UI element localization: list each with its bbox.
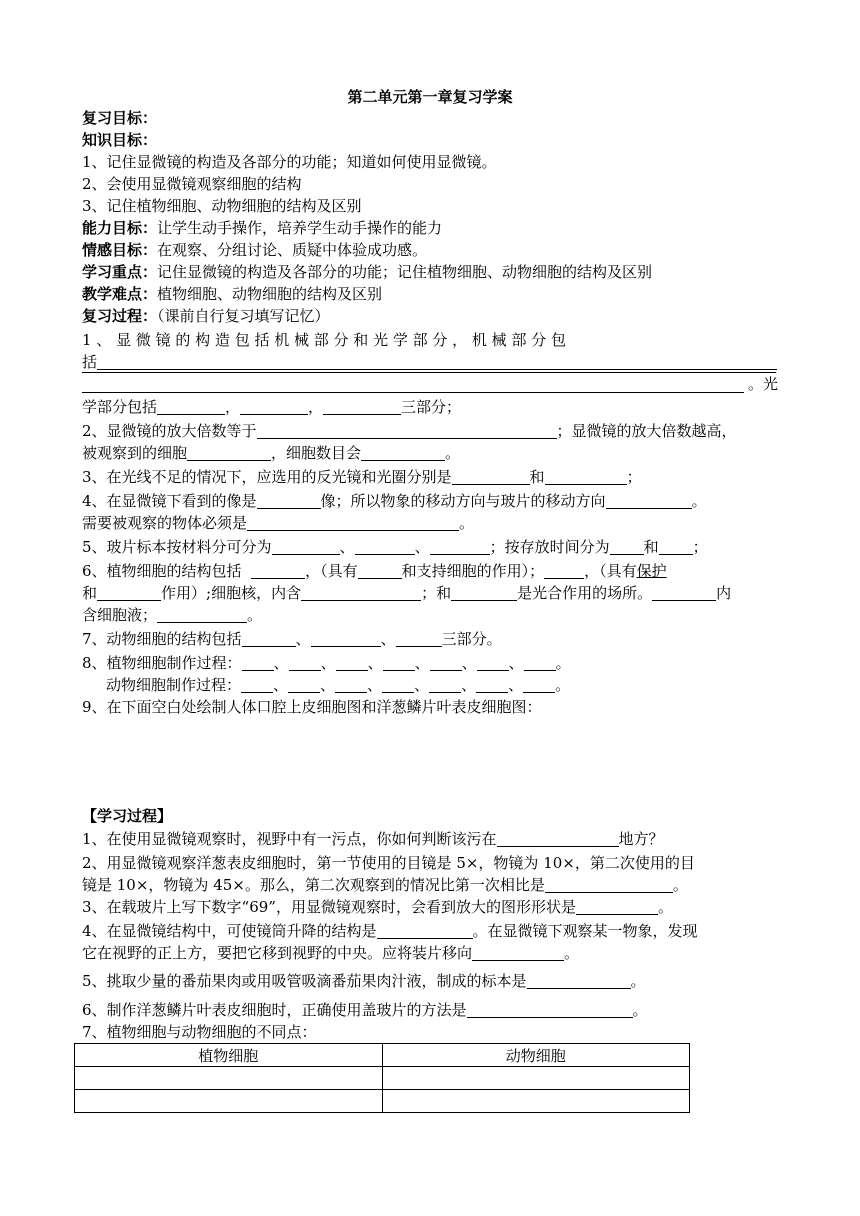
p1-line (82, 829, 782, 849)
p4-line-1 (82, 921, 782, 941)
q1-blank-line[interactable] (82, 372, 776, 373)
q5-dun-2: 、 (414, 538, 430, 556)
goals-heading: 复习目标： (82, 109, 158, 127)
q6-text-protect: 保护 (636, 562, 667, 580)
q6-blank-cytoplasm[interactable] (157, 607, 247, 623)
q4-text-c: 。 (691, 492, 707, 510)
q8-plant-step-7[interactable] (524, 655, 556, 671)
q5-dun-1: 、 (339, 538, 355, 556)
q8-animal-step-5[interactable] (429, 677, 461, 693)
p1-blank[interactable] (497, 831, 619, 847)
q3-text-c: ； (626, 468, 642, 486)
process-text: （课前自行复习填写记忆） (157, 307, 330, 325)
q8-dun: 、 (461, 676, 477, 694)
q8-plant-step-5[interactable] (430, 655, 462, 671)
focus-text: 记住显微镜的构造及各部分的功能；记住植物细胞、动物细胞的结构及区别 (157, 263, 653, 281)
table-cell-plant[interactable] (75, 1090, 383, 1113)
comparison-table (74, 1043, 690, 1113)
p6-line (82, 1000, 782, 1020)
table-header-row (75, 1044, 690, 1067)
q8-animal-step-7[interactable] (523, 677, 555, 693)
q2-text-c: 被观察到的细胞 (82, 444, 188, 462)
q2-line-1 (82, 421, 782, 441)
q8-dun: 、 (414, 654, 430, 672)
q7-blank-2[interactable] (311, 631, 381, 647)
p1-text-b: 地方？ (618, 830, 664, 848)
p5-text-b: 。 (630, 972, 646, 990)
q1-line-2 (82, 352, 782, 372)
process-label: 复习过程： (82, 307, 158, 325)
q5-text-a: 5、玻片标本按材料分可分为 (82, 538, 272, 556)
q6-text-b: ，（具有 (305, 562, 358, 580)
q4-line-1 (82, 491, 782, 511)
emotion-goal (82, 240, 782, 260)
q8-animal-step-6[interactable] (476, 677, 508, 693)
knowledge-heading: 知识目标： (82, 131, 158, 149)
q3-text-b: 和 (529, 468, 545, 486)
knowledge-item-2: 2、会使用显微镜观察细胞的结构 (82, 175, 302, 193)
p6-text-b: 。 (632, 1001, 648, 1019)
q8-animal-label: 动物细胞制作过程： (106, 676, 242, 694)
q8-end: 。 (555, 676, 571, 694)
q2-blank-cell[interactable] (187, 445, 271, 461)
p4-text-c: 它在视野的正上方，要把它移到视野的中央。应将装片移向 (82, 944, 473, 962)
drawing-area[interactable] (82, 722, 782, 800)
q3-text-a: 3、在光线不足的情况下，应选用的反光镜和光圈分别是 (82, 468, 452, 486)
p4-blank-1[interactable] (377, 923, 473, 939)
q5-text-d: ； (692, 538, 708, 556)
q1-blank-optical-3[interactable] (323, 399, 401, 415)
q4-blank-object[interactable] (247, 515, 459, 531)
p1-text-a: 1、在使用显微镜观察时，视野中有一污点，你如何判断该污在 (82, 830, 497, 848)
p5-line (82, 971, 782, 991)
q1-blank-optical-2[interactable] (240, 399, 308, 415)
q7-dun-1: 、 (295, 630, 311, 648)
q6-blank-membrane[interactable] (544, 563, 584, 579)
q1-blank-line-2[interactable] (82, 392, 744, 393)
p3-text-a: 3、在载玻片上写下数字“69”，用显微镜观察时，会看到放大的图形形状是 (82, 898, 576, 916)
table-row (75, 1090, 690, 1113)
q1-text-b: 括 (82, 353, 98, 371)
process-heading (82, 306, 782, 326)
q1-text-d1: 学部分包括 (82, 398, 158, 416)
q8-dun: 、 (320, 654, 336, 672)
q8-animal-step-4[interactable] (382, 677, 414, 693)
q8-plant-step-2[interactable] (289, 655, 321, 671)
p4-text-d: 。 (564, 944, 580, 962)
q1-text-d2: 三部分； (401, 398, 462, 416)
q8-animal-line (106, 675, 806, 695)
q1-line-1: 1 、 显 微 镜 的 构 造 包 括 机 械 部 分 和 光 学 部 分 ， 机 械 部 分 包 (82, 331, 566, 349)
q6-blank-vacuole[interactable] (652, 585, 716, 601)
q5-text-c: 和 (643, 538, 659, 556)
q6-text-h: ；和 (421, 584, 452, 602)
emotion-text: 在观察、分组讨论、质疑中体验成功感。 (157, 241, 428, 259)
q8-dun: 、 (508, 676, 524, 694)
q6-blank-function[interactable] (358, 563, 402, 579)
p7-line: 7、植物细胞与动物细胞的不同点： (82, 1023, 317, 1041)
ability-label: 能力目标： (82, 219, 158, 237)
emotion-label: 情感目标： (82, 241, 158, 259)
q8-animal-step-1[interactable] (241, 677, 273, 693)
q3-blank-aperture[interactable] (545, 469, 627, 485)
q1-sep-1: ， (225, 398, 241, 416)
q2-text-d: ，细胞数目会 (271, 444, 362, 462)
table-cell-animal[interactable] (382, 1067, 690, 1090)
p2-blank[interactable] (545, 877, 673, 893)
q3-line (82, 467, 782, 487)
p6-blank[interactable] (467, 1002, 633, 1018)
q9-line: 9、在下面空白处绘制人体口腔上皮细胞图和洋葱鳞片叶表皮细胞图： (82, 698, 542, 716)
q7-blank-1[interactable] (242, 631, 296, 647)
q4-text-b: 像；所以物象的移动方向与玻片的移动方向 (320, 492, 606, 510)
p4-blank-2[interactable] (472, 945, 564, 961)
q6-text-f: 和 (82, 584, 98, 602)
q1-blank-optical-1[interactable] (157, 399, 225, 415)
q1-sep-2: ， (308, 398, 324, 416)
p6-text-a: 6、制作洋葱鳞片叶表皮细胞时，正确使用盖玻片的方法是 (82, 1001, 467, 1019)
table-cell-plant[interactable] (75, 1067, 383, 1090)
section-2-heading: 【学习过程】 (82, 807, 173, 825)
p3-line (82, 897, 782, 917)
q8-plant-step-1[interactable] (242, 655, 274, 671)
knowledge-item-3: 3、记住植物细胞、动物细胞的结构及区别 (82, 197, 362, 215)
q8-animal-step-2[interactable] (288, 677, 320, 693)
q4-text-d: 需要被观察的物体必须是 (82, 514, 248, 532)
focus-label: 学习重点： (82, 263, 158, 281)
table-header-plant: 植物细胞 (75, 1044, 383, 1067)
q3-blank-mirror[interactable] (452, 469, 530, 485)
q6-blank-chloroplast[interactable] (451, 585, 517, 601)
q8-plant-step-3[interactable] (336, 655, 368, 671)
difficulty-text: 植物细胞、动物细胞的结构及区别 (157, 285, 383, 303)
q7-text-a: 7、动物细胞的结构包括 (82, 630, 242, 648)
q4-line-2 (82, 513, 782, 533)
p4-line-2 (82, 943, 782, 963)
q6-text-l: 。 (247, 606, 263, 624)
table-cell-animal[interactable] (382, 1090, 690, 1113)
p5-text-a: 5、挑取少量的番茄果肉或用吸管吸滴番茄果肉汁液，制成的标本是 (82, 972, 527, 990)
q7-line (82, 629, 782, 649)
difficulty-label: 教学难点： (82, 285, 158, 303)
q2-text-a: 2、显微镜的放大倍数等于 (82, 422, 257, 440)
q6-blank-nucleus[interactable] (301, 585, 421, 601)
q6-text-g: 作用）;细胞核，内含 (161, 584, 302, 602)
q8-dun: 、 (273, 654, 289, 672)
q5-text-b: ；按存放时间分为 (489, 538, 610, 556)
q1-text-c: 。光 (748, 375, 779, 393)
q8-plant-step-4[interactable] (383, 655, 415, 671)
q6-text-a: 6、植物细胞的结构包括 (82, 562, 242, 580)
q6-line-2 (82, 583, 782, 603)
q8-dun: 、 (461, 654, 477, 672)
ability-goal (82, 218, 782, 238)
q8-plant-step-6[interactable] (477, 655, 509, 671)
p4-text-b: 。在显微镜下观察某一物象，发现 (472, 922, 698, 940)
knowledge-item-1: 1、记住显微镜的构造及各部分的功能；知道如何使用显微镜。 (82, 153, 497, 171)
q8-dun: 、 (508, 654, 524, 672)
q2-text-e: 。 (445, 444, 461, 462)
q6-text-c: 和支持细胞的作用）； (401, 562, 545, 580)
q7-dun-2: 、 (380, 630, 396, 648)
q6-blank-wall[interactable] (251, 563, 305, 579)
ability-text: 让学生动手操作，培养学生动手操作的能力 (157, 219, 443, 237)
q6-text-j: 内 (716, 584, 732, 602)
difficulty-goal (82, 284, 782, 304)
p4-text-a: 4、在显微镜结构中，可使镜筒升降的结构是 (82, 922, 377, 940)
q1-line-4 (82, 397, 782, 417)
q6-blank-control[interactable] (97, 585, 161, 601)
q4-blank-image[interactable] (257, 493, 321, 509)
page-title: 第二单元第一章复习学案 (347, 88, 513, 106)
q6-text-i: 是光合作用的场所。 (517, 584, 653, 602)
q6-text-d: ，（具有 (584, 562, 637, 580)
q5-blank-3[interactable] (430, 539, 490, 555)
q1-blank-mechanical[interactable] (97, 354, 777, 370)
q5-blank-4[interactable] (610, 539, 644, 555)
focus-goal (82, 262, 782, 282)
q8-dun: 、 (273, 676, 289, 694)
p2-line-2 (82, 875, 782, 895)
q8-dun: 、 (320, 676, 336, 694)
q8-plant-line (82, 653, 782, 673)
q2-blank-count[interactable] (361, 445, 445, 461)
p2-text-c: 。 (672, 876, 688, 894)
q8-dun: 、 (367, 654, 383, 672)
q5-blank-5[interactable] (659, 539, 693, 555)
q2-text-b: ；显微镜的放大倍数越高， (556, 422, 737, 440)
q5-line (82, 537, 782, 557)
p3-blank[interactable] (576, 899, 658, 915)
table-header-animal: 动物细胞 (382, 1044, 690, 1067)
p2-text-b: 镜是 10×，物镜为 45×。那么，第二次观察到的情况比第一次相比是 (82, 876, 545, 894)
q6-line-3 (82, 605, 782, 625)
table-row (75, 1067, 690, 1090)
q8-end: 。 (555, 654, 571, 672)
q4-text-e: 。 (459, 514, 475, 532)
q8-dun: 、 (414, 676, 430, 694)
p5-blank[interactable] (527, 973, 631, 989)
q2-line-2 (82, 443, 782, 463)
q5-blank-1[interactable] (272, 539, 340, 555)
q8-plant-label: 8、植物细胞制作过程： (82, 654, 242, 672)
q7-text-b: 三部分。 (441, 630, 502, 648)
p3-text-b: 。 (657, 898, 673, 916)
q6-line-1 (82, 561, 782, 581)
q7-blank-3[interactable] (396, 631, 442, 647)
q8-animal-step-3[interactable] (335, 677, 367, 693)
q4-text-a: 4、在显微镜下看到的像是 (82, 492, 257, 510)
q5-blank-2[interactable] (355, 539, 415, 555)
q6-text-k: 含细胞液； (82, 606, 158, 624)
q8-dun: 、 (367, 676, 383, 694)
p2-line-1: 2、用显微镜观察洋葱表皮细胞时，第一节使用的目镜是 5×，物镜为 10×，第二次使用的目 (82, 854, 695, 872)
q2-blank-magnification[interactable] (257, 423, 557, 439)
q4-blank-direction[interactable] (606, 493, 692, 509)
